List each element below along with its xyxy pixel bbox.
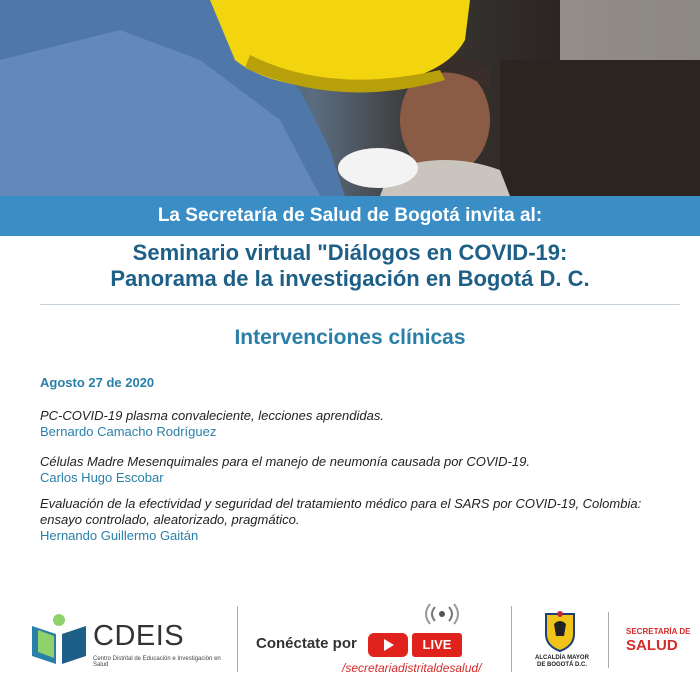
cdeis-name: CDEIS [93, 620, 185, 652]
talk-title: Células Madre Mesenquimales para el manejo de neumonía causada por COVID-19. [40, 454, 530, 469]
hero-photo [0, 0, 700, 196]
youtube-icon[interactable] [368, 633, 408, 657]
talk-title-line1: Evaluación de la efectividad y seguridad del tratamiento médico para el SARS por COVID-19, Colombia: [40, 496, 642, 511]
alcaldia-label [530, 655, 594, 669]
talk-speaker: Hernando Guillermo Gaitán [40, 528, 199, 543]
talk-title-line2: ensayo controlado, aleatorizado, pragmático. [40, 512, 300, 527]
divider [40, 304, 680, 305]
bogota-coat-of-arms-icon [540, 610, 580, 652]
alcaldia-line2: DE BOGOTÁ D.C. [536, 662, 587, 668]
alcaldia-line1: ALCALDÍA MAYOR [535, 655, 589, 661]
covid-test-scene-image [0, 0, 700, 196]
channel-handle-link[interactable]: /secretariadistritaldesalud/ [342, 661, 482, 675]
divider [608, 612, 609, 668]
talk-speaker: Bernardo Camacho Rodríguez [40, 424, 217, 439]
connect-text: Conéctate por [256, 635, 357, 652]
event-title-line1: Seminario virtual "Diálogos en COVID-19: [132, 240, 568, 265]
talk-title: PC-COVID-19 plasma convaleciente, lecciones aprendidas. [40, 408, 384, 423]
secretaria-small-label: SECRETARÍA DE [626, 627, 691, 636]
section-title: Intervenciones clínicas [234, 326, 466, 349]
talk-item [40, 496, 690, 544]
secretaria-big-label: SALUD [626, 637, 678, 654]
invitation-banner: La Secretaría de Salud de Bogotá invita al: [0, 196, 700, 236]
broadcast-icon [423, 603, 461, 625]
event-date: Agosto 27 de 2020 [40, 375, 155, 390]
talk-item [40, 454, 690, 486]
cdeis-subtitle: Centro Distrital de Educación e Investigación en Salud [93, 656, 221, 668]
divider [237, 606, 238, 672]
cdeis-logo-icon [28, 612, 90, 666]
event-title-line2: Panorama de la investigación en Bogotá D. C. [110, 266, 590, 291]
divider [511, 606, 512, 672]
talk-speaker: Carlos Hugo Escobar [40, 470, 164, 485]
talk-item [40, 408, 690, 440]
live-badge[interactable]: LIVE [412, 633, 462, 657]
